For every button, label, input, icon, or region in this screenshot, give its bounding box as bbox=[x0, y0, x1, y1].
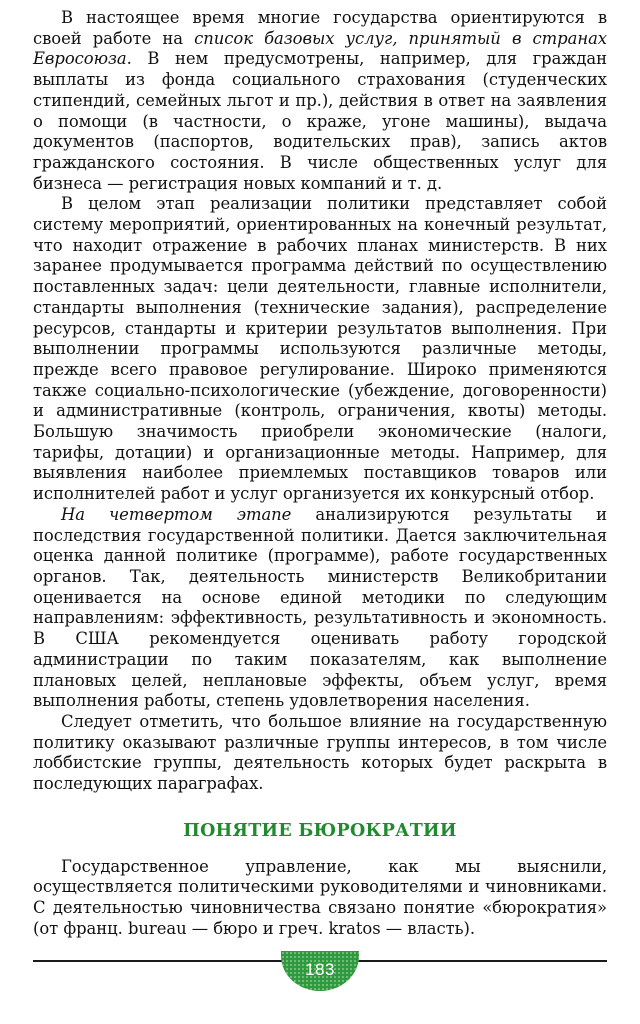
paragraph-text: В настоящее время многие государства ориентируются в своей работе на bbox=[33, 8, 607, 48]
paragraph-text: анализируются результаты и последствия государственной политики. Дается заключительная оценка данной политике (программе), работе государственных органов. Так, деятельность министерств Великобритании оценивается на основе единой методики по следующим направлениям: эффективность, результативность и экономность. В США рекомендуется оценивать работу городской администрации по таким показателям, как выполнение плановых целей, неплановые эффекты, объем услуг, время выполнения работы, степень удовлетворения населения. bbox=[33, 504, 607, 711]
paragraph-eu-services bbox=[33, 8, 607, 194]
paragraph-implementation-stage: В целом этап реализации политики представляет собой систему мероприятий, ориентированных на конечный результат, что находит отражение в рабочих планах министерств. В них заранее продумывается программа действий по осуществлению поставленных задач: цели деятельности, главные исполнители, стандарты выполнения (технические задания), распределение ресурсов, стандарты и критерии результатов выполнения. При выполнении программы используются различные методы, прежде всего правовое регулирование. Широко применяются также социально-психологические (убеждение, договоренности) и административные (контроль, ограничения, квоты) методы. Большую значимость приобрели экономические (налоги, тарифы, дотации) и организационные методы. Например, для выявления наиболее приемлемых поставщиков товаров или исполнителей работ и услуг организуется их конкурсный отбор. bbox=[33, 194, 607, 504]
italic-emphasis: На четвертом этапе bbox=[61, 504, 292, 524]
section-heading: ПОНЯТИЕ БЮРОКРАТИИ bbox=[183, 820, 457, 841]
paragraph-interest-groups: Следует отметить, что большое влияние на государственную политику оказывают различные группы интересов, в том числе лоббистские группы, деятельность которых будет раскрыта в последующих параграфах. bbox=[33, 711, 607, 794]
page-number: 183 bbox=[305, 960, 335, 979]
italic-emphasis: список базовых услуг, принятый в странах Евросоюза bbox=[33, 28, 608, 69]
paragraph-text: . В нем предусмотрены, например, для граждан выплаты из фонда социального страхования (студенческих стипендий, семейных льгот и пр.), действия в ответ на заявления о помощи (в частности, о краже, угоне машины), выдача документов (паспортов, водительских прав), запись актов гражданского состояния. В числе общественных услуг для бизнеса — регистрация новых компаний и т. д. bbox=[33, 49, 607, 193]
paragraph-bureaucracy-intro: Государственное управление, как мы выяснили, осуществляется политическими руководителями и чиновниками. С деятельностью чиновничества связано понятие «бюрократия» (от франц. bureau — бюро и греч. kratos — власть). bbox=[33, 856, 607, 938]
paragraph-fourth-stage bbox=[33, 505, 607, 712]
page-body bbox=[33, 8, 607, 940]
page-number-badge bbox=[281, 951, 359, 991]
